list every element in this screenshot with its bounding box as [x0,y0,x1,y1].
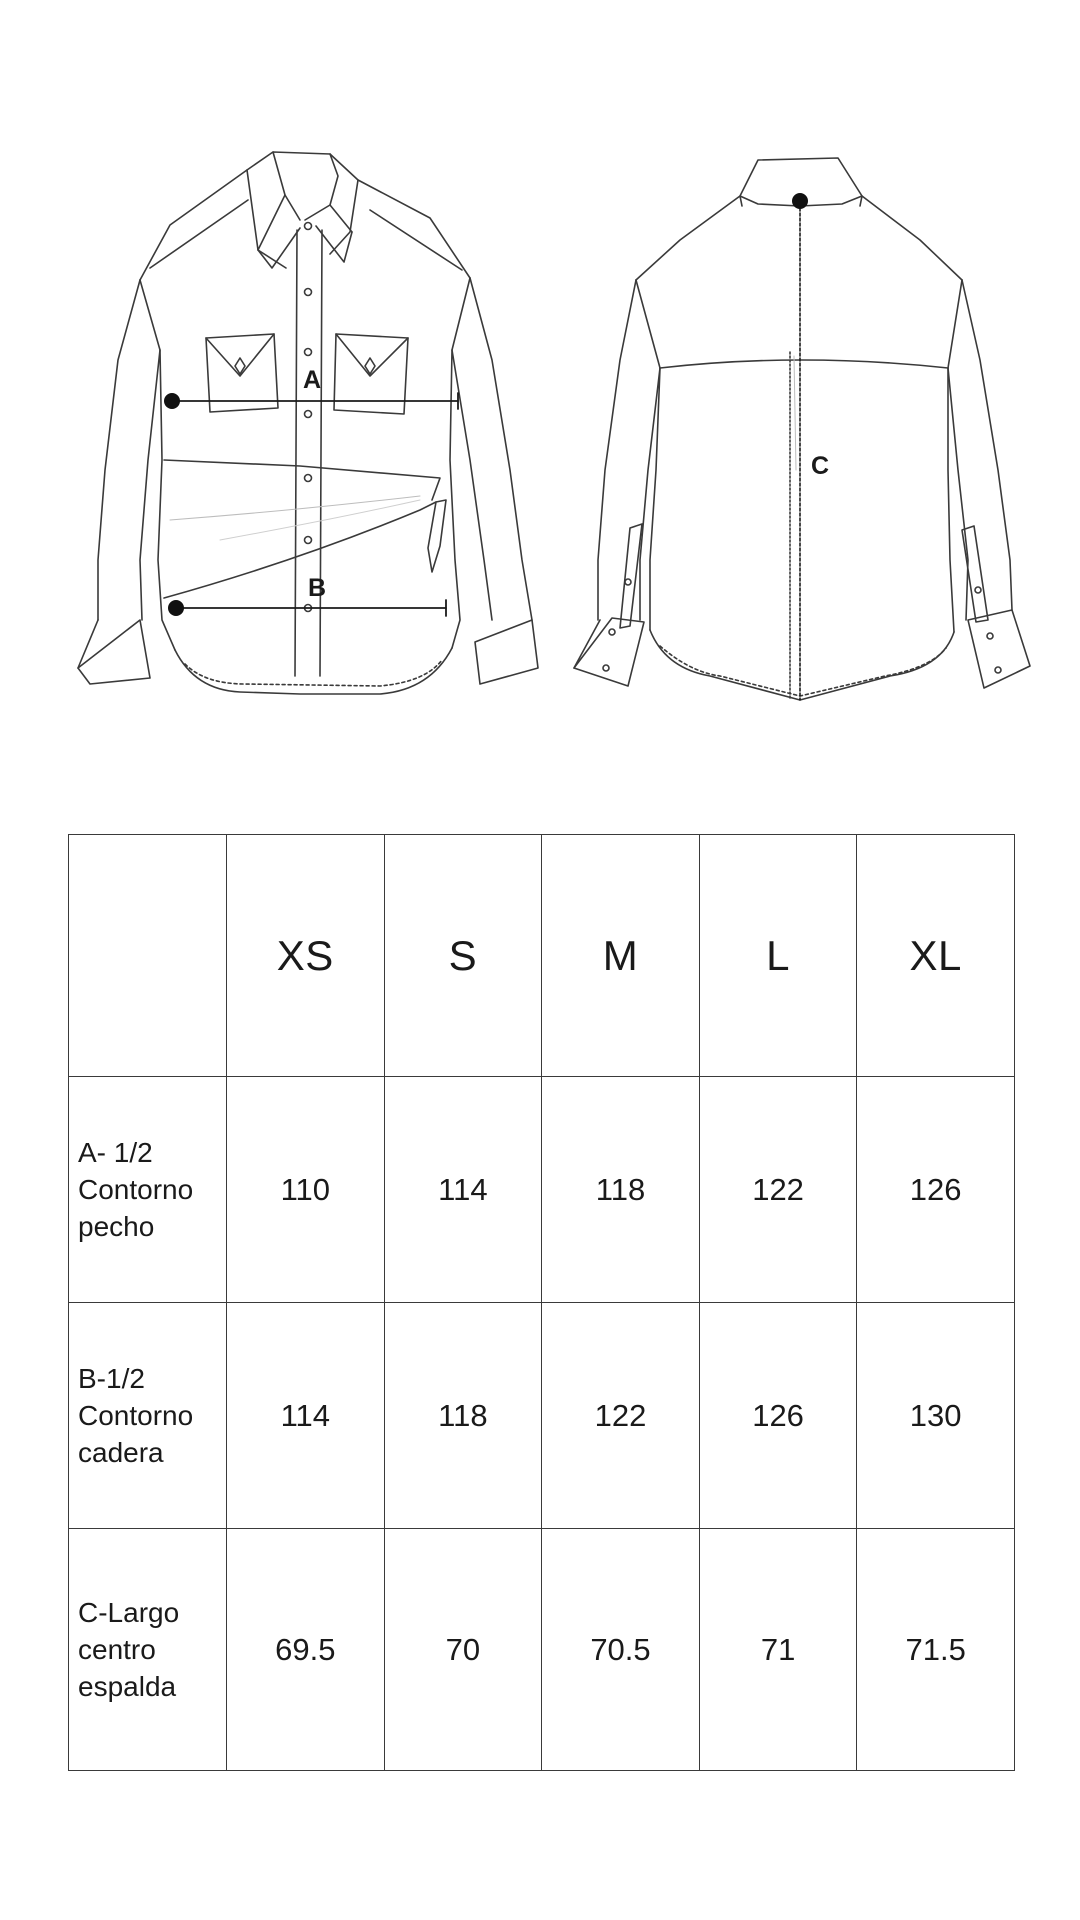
garment-illustrations [0,0,1080,760]
row-label-chest: A- 1/2 Contorno pecho [69,1077,227,1303]
table-cell: 122 [542,1303,700,1529]
marker-c: C [811,452,830,480]
size-chart-table [68,834,1015,1771]
table-cell: 69.5 [227,1529,385,1771]
table-row [69,1529,1015,1771]
table-cell: 110 [227,1077,385,1303]
table-cell: 118 [384,1303,542,1529]
corner-cell [69,835,227,1077]
table-cell: 126 [699,1303,857,1529]
row-label-back-length: C-Largo centro espalda [69,1529,227,1771]
size-header-xs: XS [227,835,385,1077]
shirt-front-drawing [78,152,538,694]
table-cell: 114 [384,1077,542,1303]
table-cell: 114 [227,1303,385,1529]
table-cell: 71.5 [857,1529,1015,1771]
table-cell: 70 [384,1529,542,1771]
table-cell: 71 [699,1529,857,1771]
measure-c-start-dot [792,193,808,209]
table-header-row [69,835,1015,1077]
shirt-back-drawing [574,158,1030,700]
size-header-l: L [699,835,857,1077]
size-header-xl: XL [857,835,1015,1077]
table-cell: 122 [699,1077,857,1303]
table-cell: 70.5 [542,1529,700,1771]
table-row [69,1077,1015,1303]
marker-a: A [303,366,322,394]
measure-b-start-dot [168,600,184,616]
shirt-diagram [0,0,1080,760]
size-header-s: S [384,835,542,1077]
table-cell: 118 [542,1077,700,1303]
table-cell: 130 [857,1303,1015,1529]
measure-a-start-dot [164,393,180,409]
row-label-hip: B-1/2 Contorno cadera [69,1303,227,1529]
marker-b: B [308,574,327,602]
table-row [69,1303,1015,1529]
size-header-m: M [542,835,700,1077]
table-cell: 126 [857,1077,1015,1303]
